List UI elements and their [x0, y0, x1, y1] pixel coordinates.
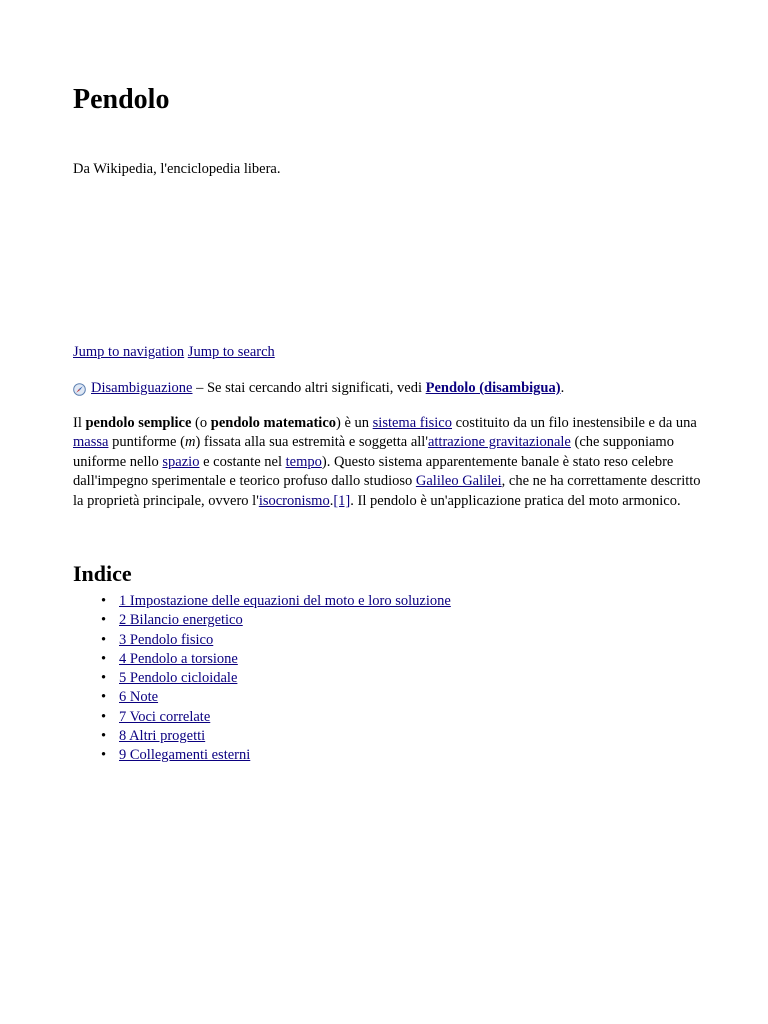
- toc-link[interactable]: 1 Impostazione delle equazioni del moto e loro soluzione: [119, 593, 451, 609]
- disambiguation-link[interactable]: Disambiguazione: [91, 380, 193, 396]
- toc-item: [119, 746, 451, 765]
- term-pendolo-matematico: pendolo matematico: [210, 415, 337, 431]
- site-tagline: Da Wikipedia, l'enciclopedia libera.: [73, 161, 281, 177]
- link-sistema-fisico[interactable]: sistema fisico: [372, 415, 452, 431]
- toc-heading: Indice: [73, 561, 132, 586]
- intro-text: . Il pendolo è un'applicazione pratica del moto armonico.: [350, 492, 681, 509]
- toc-link[interactable]: 3 Pendolo fisico: [119, 631, 214, 648]
- intro-text: ) è un: [336, 415, 373, 431]
- intro-text: Il: [73, 415, 86, 431]
- intro-text: , che ne ha correttamente descritto la proprietà principale, ovvero l': [73, 473, 701, 509]
- reference-link[interactable]: [1]: [333, 492, 351, 509]
- disambiguation-target-link[interactable]: Pendolo (disambigua): [425, 380, 561, 396]
- symbol-m: m: [184, 434, 196, 451]
- intro-text: ) fissata alla sua estremità e soggetta all': [195, 434, 428, 451]
- toc-link[interactable]: 8 Altri progetti: [119, 728, 206, 745]
- intro-text: .: [329, 492, 334, 509]
- table-of-contents: [73, 592, 451, 766]
- toc-link[interactable]: 7 Voci correlate: [119, 708, 211, 725]
- jump-links: [73, 342, 275, 362]
- jump-to-navigation-link[interactable]: Jump to navigation: [73, 344, 185, 360]
- link-attrazione-gravitazionale[interactable]: attrazione gravitazionale: [427, 434, 571, 451]
- disambiguation-text: – Se stai cercando altri significati, vedi: [192, 380, 426, 396]
- link-tempo[interactable]: tempo: [285, 453, 322, 470]
- toc-item: [119, 708, 451, 727]
- page-title: Pendolo: [73, 84, 170, 115]
- toc-link[interactable]: 6 Note: [119, 689, 159, 706]
- toc-item: [119, 688, 451, 707]
- link-isocronismo[interactable]: isocronismo: [258, 492, 330, 509]
- toc-link[interactable]: 2 Bilancio energetico: [119, 612, 243, 629]
- toc-link[interactable]: 5 Pendolo cicloidale: [119, 670, 238, 687]
- intro-text: (o: [191, 415, 211, 431]
- toc-item: [119, 592, 451, 611]
- toc-item: [119, 631, 451, 650]
- toc-item: [119, 650, 451, 669]
- toc-link[interactable]: 9 Collegamenti esterni: [119, 747, 251, 764]
- toc-item: [119, 727, 451, 746]
- disambiguation-compass-icon: [73, 382, 86, 395]
- toc-link[interactable]: 4 Pendolo a torsione: [119, 650, 238, 667]
- toc-item: [119, 611, 451, 630]
- link-galileo-galilei[interactable]: Galileo Galilei: [415, 473, 502, 490]
- term-pendolo-semplice: pendolo semplice: [85, 415, 192, 431]
- intro-text: ). Questo sistema apparentemente banale è stato reso celebre dall'impegno sperimentale e teorico profuso dallo studioso: [73, 453, 674, 490]
- link-massa[interactable]: massa: [73, 434, 109, 451]
- toc-item: [119, 669, 451, 688]
- intro-paragraph: [73, 414, 703, 511]
- intro-text: puntiforme (: [108, 434, 185, 451]
- jump-to-search-link[interactable]: Jump to search: [187, 344, 275, 360]
- disambiguation-notice: [73, 378, 564, 398]
- link-spazio[interactable]: spazio: [162, 453, 200, 470]
- intro-text: costituito da un filo inestensibile e da una: [452, 415, 697, 431]
- intro-text: e costante nel: [199, 453, 286, 470]
- intro-text: (che supponiamo uniforme nello: [73, 434, 674, 470]
- disambiguation-end: .: [560, 380, 565, 396]
